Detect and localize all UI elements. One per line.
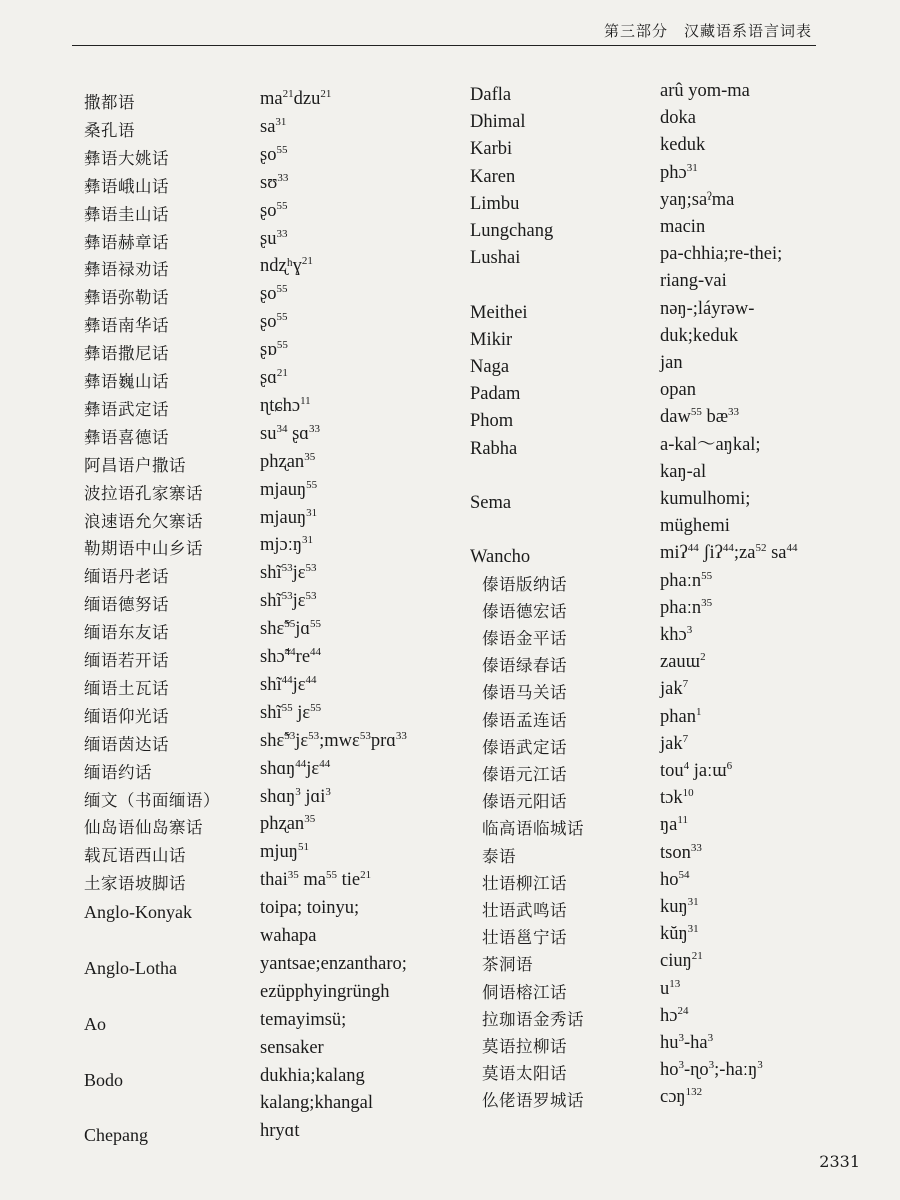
language-name: 缅语德努话 <box>84 595 169 615</box>
language-name: 彝语弥勒话 <box>84 288 169 308</box>
word-form: khɔ$^3$ <box>660 624 693 645</box>
language-name: 傣语金平话 <box>482 629 567 648</box>
header-rule <box>72 45 816 46</box>
language-name: 临高语临城话 <box>482 819 584 839</box>
word-form: ʂo$^{55}$ <box>260 199 288 221</box>
language-name: 傣语版纳话 <box>482 574 567 594</box>
word-form: daw$^{55}$ $bæ^{33}$ <box>660 406 740 428</box>
language-name: 莫语太阳话 <box>482 1064 567 1084</box>
language-name: 彝语喜德话 <box>84 427 169 447</box>
language-name: 缅语仰光话 <box>84 706 169 726</box>
language-name: Karbi <box>470 139 513 160</box>
language-name: 彝语南华话 <box>84 316 169 336</box>
language-name: 缅语东友话 <box>84 623 169 643</box>
word-form: kuŋ$^{31}$ <box>660 896 699 917</box>
word-form: phʐan$^{35}$ <box>260 813 316 835</box>
language-name: 侗语榕江话 <box>482 982 567 1002</box>
word-form: pa-chhia;re-thei; <box>660 244 783 265</box>
language-name: Dhimal <box>470 112 526 133</box>
language-name: 缅文（书面缅语） <box>84 790 220 810</box>
word-form: shĩ$^{53}$jɛ$^{53}$ <box>260 562 317 584</box>
language-name: 彝语撒尼话 <box>84 344 169 364</box>
language-name: Bodo <box>84 1069 124 1090</box>
language-name: Lushai <box>470 248 521 269</box>
word-form: doka <box>660 108 696 129</box>
word-form: phɔ$^{31}$ <box>660 161 698 183</box>
word-form: jak$^7$ <box>660 732 689 754</box>
language-name: 傣语元江话 <box>482 765 567 784</box>
language-name: 彝语武定话 <box>84 399 169 419</box>
word-form: hɔ$^{24}$ <box>660 1004 689 1026</box>
language-name: 撒都语 <box>84 93 135 112</box>
language-name: 莫语拉柳话 <box>482 1037 567 1056</box>
word-form: yantsae;enzantharo; <box>260 953 407 974</box>
word-form: a-kal～aŋkal; <box>660 434 761 455</box>
word-form: zauɯ$^2$ <box>660 651 706 673</box>
language-name: Dafla <box>470 85 512 105</box>
language-name: 缅语若开话 <box>84 651 169 670</box>
word-form: tson$^{33}$ <box>660 841 702 863</box>
word-form: tɔk$^{10}$ <box>660 787 694 809</box>
language-name: Anglo-Lotha <box>84 957 177 978</box>
language-name: Naga <box>470 357 510 377</box>
word-form: hryɑt <box>260 1121 300 1142</box>
page-number: 2331 <box>819 1152 860 1171</box>
word-form: kumulhomi; <box>660 489 751 509</box>
word-form: ʂo$^{55}$ <box>260 311 288 333</box>
word-form: kalang;khangal <box>260 1093 374 1114</box>
language-name: Phom <box>470 411 514 432</box>
language-name: 傣语绿春话 <box>482 656 567 676</box>
language-name: 缅语丹老话 <box>84 567 169 587</box>
language-name: 壮语邕宁话 <box>482 928 567 948</box>
word-form: sʊ$^{33}$ <box>260 171 289 193</box>
word-form: toipa; toinyu; <box>260 898 360 919</box>
word-form: phan$^1$ <box>660 705 702 727</box>
word-form: $hu^3-ha^3$ <box>660 1032 714 1053</box>
word-form: macin <box>660 217 706 237</box>
word-form: ndʐʰɣ$^{21}$ <box>260 255 313 277</box>
language-name: 壮语武鸣话 <box>482 901 567 920</box>
language-name: Limbu <box>470 193 520 214</box>
word-form: phʐan$^{35}$ <box>260 450 316 472</box>
language-name: 彝语禄劝话 <box>84 260 169 280</box>
word-form: $sa^{31}$ <box>260 115 287 137</box>
word-form: arû yom-ma <box>660 81 750 101</box>
language-name: 浪速语允欠寨话 <box>84 511 203 531</box>
running-header <box>0 0 900 48</box>
word-form: riang-vai <box>660 271 727 292</box>
language-name: 桑孔语 <box>84 120 135 140</box>
language-name: Karen <box>470 166 516 187</box>
word-form: shɛ̃$^{53}$jɛ$^{53}$;mwɛ$^{53}$prɑ$^{33}$ <box>260 729 407 751</box>
language-name: 彝语圭山话 <box>84 204 169 224</box>
word-form: shĩ$^{55}$ jɛ$^{55}$ <box>260 701 322 723</box>
word-form: thai$^{35}$ $ma^{55}$ tie$^{21}$ <box>260 869 372 891</box>
language-name: 彝语峨山话 <box>84 176 169 196</box>
word-form: mjauŋ$^{55}$ <box>260 478 318 500</box>
word-form: nəŋ-;láyrəw- <box>660 298 755 319</box>
section-title: 第三部分 汉藏语系语言词表 <box>603 22 812 40</box>
word-form: keduk <box>660 135 706 156</box>
language-name: Anglo-Konyak <box>84 902 192 923</box>
language-name: 傣语孟连话 <box>482 710 567 730</box>
language-name: Meithei <box>470 302 528 323</box>
word-form: mjauŋ$^{31}$ <box>260 506 318 528</box>
word-form: $ho^3-ɳo^3;-haːŋ^3$ <box>660 1059 763 1081</box>
word-form: ʂɒ$^{55}$ <box>260 339 288 361</box>
word-form: $ho^{54}$ <box>660 868 690 890</box>
word-form: ʂo$^{55}$ <box>260 143 288 165</box>
language-name: Mikir <box>470 329 513 350</box>
language-name: 拉珈语金秀话 <box>482 1009 584 1029</box>
word-form: mjɔːŋ$^{31}$ <box>260 534 314 556</box>
language-name: 阿昌语户撒话 <box>84 455 186 475</box>
word-form: ʂu$^{33}$ <box>260 227 288 249</box>
word-form: yaŋ;saˀma <box>660 189 735 210</box>
language-name: 仙岛语仙岛寨话 <box>84 818 203 838</box>
word-form: sensaker <box>260 1037 324 1058</box>
word-form: ʂɑ$^{21}$ <box>260 367 288 388</box>
word-form: ezüpphyingrüngh <box>260 981 390 1002</box>
word-form: shɑŋ$^3$ jɑi$^3$ <box>260 785 331 807</box>
word-form: shɑŋ$^{44}$jɛ$^{44}$ <box>260 757 331 779</box>
word-form: ɳtɕhɔ$^{11}$ <box>260 394 311 416</box>
word-form: jak$^7$ <box>660 678 689 700</box>
word-form: shĩ$^{53}$jɛ$^{53}$ <box>260 590 317 612</box>
language-name: 傣语元阳话 <box>482 792 567 812</box>
language-name: 缅语土瓦话 <box>84 678 169 698</box>
language-name: 茶洞语 <box>482 955 533 975</box>
language-name: Chepang <box>84 1125 148 1146</box>
language-name: 傣语马关话 <box>482 683 567 703</box>
language-name: Wancho <box>470 547 531 568</box>
word-form: $ma^{21}dzu^{21}$ <box>260 88 332 109</box>
language-name: 彝语大姚话 <box>84 148 169 168</box>
word-form: phaːn$^{55}$ <box>660 569 713 591</box>
word-form: opan <box>660 380 696 401</box>
word-form: miʔ$^{44}$ $ʃiʔ^{44};za^{52}$ $sa^{44}$ <box>660 542 798 564</box>
word-form: shĩ$^{44}$jɛ$^{44}$ <box>260 673 317 695</box>
word-form: ciuŋ$^{21}$ <box>660 950 703 972</box>
language-name: 勒期语中山乡话 <box>84 539 203 559</box>
word-form: kŭŋ$^{31}$ <box>660 923 699 945</box>
word-form: dukhia;kalang <box>260 1065 365 1086</box>
language-name: 傣语武定话 <box>482 737 567 757</box>
word-form: phaːn$^{35}$ <box>660 596 713 618</box>
language-name: Lungchang <box>470 221 554 241</box>
word-form: temayimsü; <box>260 1009 347 1030</box>
language-name: 彝语赫章话 <box>84 232 169 252</box>
language-name: 彝语巍山话 <box>84 372 169 391</box>
word-form: duk;keduk <box>660 325 739 346</box>
language-name: 泰语 <box>482 846 516 866</box>
language-name: 缅语茵达话 <box>84 734 169 754</box>
language-name: 仫佬语罗城话 <box>482 1091 584 1111</box>
word-form: $shɔ̃^{44}re^{44}$ <box>260 646 322 667</box>
language-name: 土家语坡脚话 <box>84 874 186 894</box>
word-form: $su^{34}$ ʂɑ$^{33}$ <box>260 422 320 444</box>
word-form: ʂo$^{55}$ <box>260 283 288 305</box>
word-form: $ŋa^{11}$ <box>660 814 688 836</box>
language-name: 载瓦语西山话 <box>84 846 186 866</box>
language-name: Ao <box>84 1013 106 1034</box>
word-form: jan <box>660 353 683 373</box>
language-name: 缅语约话 <box>84 762 152 782</box>
word-form: shɛ̃$^{55}$jɑ$^{55}$ <box>260 618 322 640</box>
word-form: mjuŋ$^{51}$ <box>260 841 309 863</box>
word-form: wahapa <box>260 926 317 946</box>
word-form: tou$^4$ jaːɯ$^6$ <box>660 760 733 781</box>
word-form: cɔŋ$^{132}$ <box>660 1086 703 1108</box>
word-form: $u^{13}$ <box>660 977 681 999</box>
word-form: müghemi <box>660 516 730 537</box>
language-name: 波拉语孔家寨话 <box>84 483 203 503</box>
language-name: Sema <box>470 493 512 513</box>
language-name: 壮语柳江话 <box>482 873 567 893</box>
language-name: 傣语德宏话 <box>482 601 567 621</box>
language-name: Rabha <box>470 438 518 459</box>
word-form: kaŋ-al <box>660 461 707 482</box>
language-name: Padam <box>470 384 521 405</box>
